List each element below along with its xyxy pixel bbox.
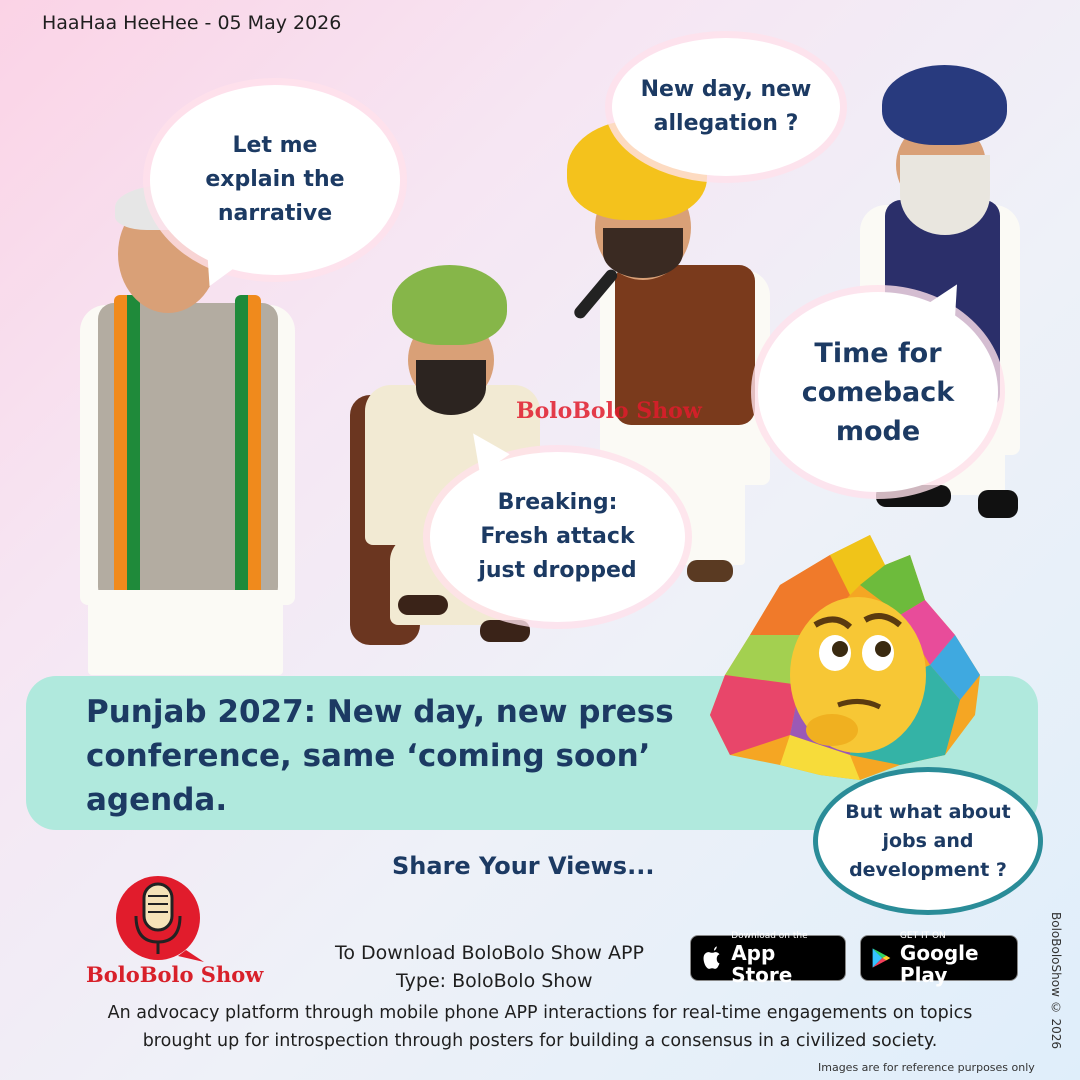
brand-logo-text: BoloBolo Show <box>86 962 264 987</box>
apple-icon <box>701 944 723 972</box>
bubble-line: New day, new <box>640 77 812 102</box>
speech-bubble-narrative <box>150 85 400 275</box>
bubble-line: development ? <box>849 858 1007 881</box>
headline-text <box>86 690 686 822</box>
app-store-large: App Store <box>731 940 793 987</box>
bubble-line: Time for <box>814 337 942 369</box>
bubble-line: just dropped <box>478 558 637 583</box>
share-views-prompt: Share Your Views... <box>392 852 655 880</box>
bubble-line: Let me <box>232 133 318 158</box>
platform-description <box>20 999 1060 1055</box>
bubble-line: narrative <box>217 201 333 226</box>
speech-bubble-breaking <box>430 452 685 622</box>
google-play-small: GET IT ON <box>899 930 946 941</box>
description-line: brought up for introspection through posters for building a consensus in a civilized society. <box>142 1031 938 1051</box>
bubble-line: Breaking: <box>497 490 618 515</box>
bubble-line: But what about <box>845 800 1011 823</box>
bubble-line: comeback <box>801 376 955 408</box>
play-icon <box>871 944 892 972</box>
speech-bubble-jobs <box>818 772 1038 910</box>
headline-line: conference, same ‘coming soon’ <box>86 738 651 774</box>
disclaimer: Images are for reference purposes only <box>818 1061 1035 1074</box>
bubble-line: Fresh attack <box>480 524 635 549</box>
bubble-line: allegation ? <box>653 111 799 136</box>
speech-bubble-allegation <box>612 38 840 176</box>
download-search-hint: Type: BoloBolo Show <box>396 970 593 992</box>
download-instruction: To Download BoloBolo Show APP <box>335 942 644 964</box>
date-line: HaaHaa HeeHee - 05 May 2026 <box>42 12 342 34</box>
headline-line: agenda. <box>86 782 228 818</box>
bubble-line: jobs and <box>882 829 974 852</box>
copyright-notice: BoloBoloShow © 2026 <box>1049 912 1063 1050</box>
watermark-brand: BoloBolo Show <box>516 398 702 424</box>
google-play-button[interactable] <box>860 930 1018 987</box>
punjab-map-emoji-icon <box>710 525 990 795</box>
google-play-large: Google Play <box>899 940 979 987</box>
headline-line: Punjab 2027: New day, new press <box>86 694 674 730</box>
bubble-line: explain the <box>205 167 345 192</box>
speech-bubble-comeback <box>758 292 998 492</box>
app-store-button[interactable] <box>690 930 846 987</box>
description-line: An advocacy platform through mobile phone APP interactions for real-time engagements on topics <box>107 1003 973 1023</box>
bubble-line: mode <box>835 415 921 447</box>
app-store-small: Download on the <box>731 930 808 941</box>
